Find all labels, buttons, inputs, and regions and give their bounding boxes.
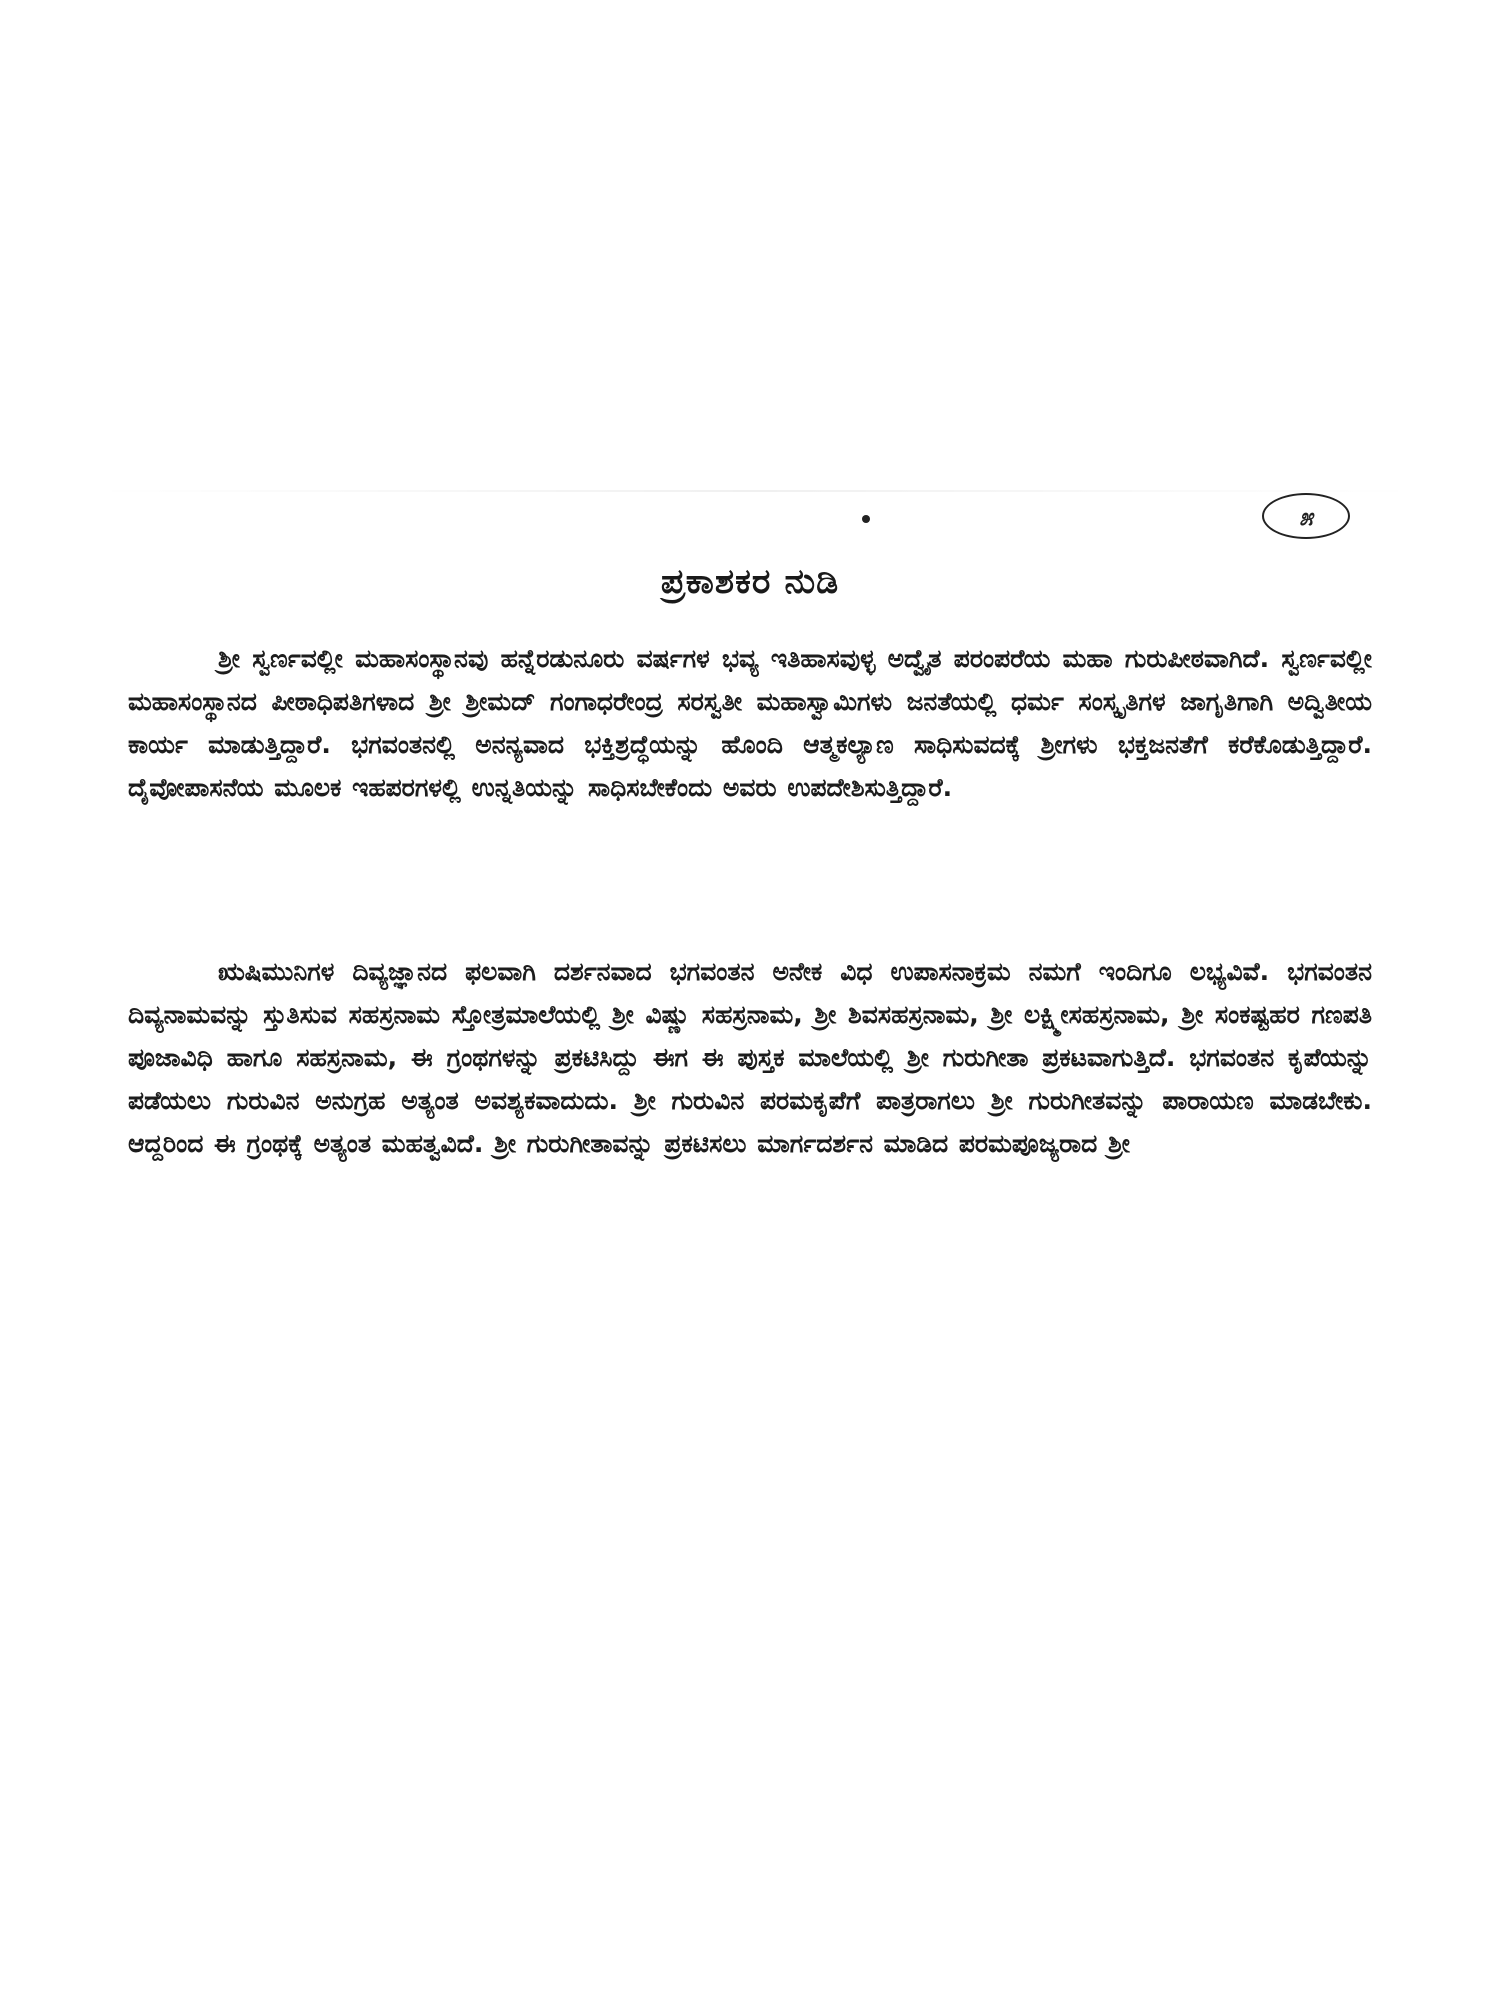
ink-dot (862, 515, 870, 523)
paragraph-text: ಋಷಿಮುನಿಗಳ ದಿವ್ಯಜ್ಞಾನದ ಫಲವಾಗಿ ದರ್ಶನವಾದ ಭಗವಂತನ ಅನೇಕ ವಿಧ ಉಪಾಸನಾಕ್ರಮ ನಮಗೆ ಇಂದಿಗೂ ಲಭ್ಯವಿವೆ. ಭಗವಂತನ ದಿವ್ಯನಾಮವನ್ನು ಸ್ತುತಿಸುವ ಸಹಸ್ರನಾಮ ಸ್ತೋತ್ರಮಾಲೆಯಲ್ಲಿ ಶ್ರೀ ವಿಷ್ಣು ಸಹಸ್ರನಾಮ, ಶ್ರೀ ಶಿವಸಹಸ್ರನಾಮ, ಶ್ರೀ ಲಕ್ಷ್ಮೀಸಹಸ್ರನಾಮ, ಶ್ರೀ ಸಂಕಷ್ಟಹರ ಗಣಪತಿ ಪೂಜಾವಿಧಿ ಹಾಗೂ ಸಹಸ್ರನಾಮ, ಈ ಗ್ರಂಥಗಳನ್ನು ಪ್ರಕಟಿಸಿದ್ದು ಈಗ ಈ ಪುಸ್ತಕ ಮಾಲೆಯಲ್ಲಿ ಶ್ರೀ ಗುರುಗೀತಾ ಪ್ರಕಟವಾಗುತ್ತಿದೆ. ಭಗವಂತನ ಕೃಪೆಯನ್ನು ಪಡೆಯಲು ಗುರುವಿನ ಅನುಗ್ರಹ ಅತ್ಯಂತ ಅವಶ್ಯಕವಾದುದು. ಶ್ರೀ ಗುರುವಿನ ಪರಮಕೃಪೆಗೆ ಪಾತ್ರರಾಗಲು ಶ್ರೀ ಗುರುಗೀತವನ್ನು ಪಾರಾಯಣ ಮಾಡಬೇಕು. ಆದ್ದರಿಂದ ಈ ಗ್ರಂಥಕ್ಕೆ ಅತ್ಯಂತ ಮಹತ್ವವಿದೆ. ಶ್ರೀ ಗುರುಗೀತಾವನ್ನು ಪ್ರಕಟಿಸಲು ಮಾರ್ಗದರ್ಶನ ಮಾಡಿದ ಪರಮಪೂಜ್ಯರಾದ ಶ್ರೀ (128, 957, 1372, 1158)
page-number-badge: ೫ (1262, 493, 1350, 539)
paragraph-2 (128, 950, 1372, 1165)
scan-edge (90, 490, 1420, 492)
paragraph-text: ಶ್ರೀ ಸ್ವರ್ಣವಲ್ಲೀ ಮಹಾಸಂಸ್ಥಾನವು ಹನ್ನೆರಡುನೂರು ವರ್ಷಗಳ ಭವ್ಯ ಇತಿಹಾಸವುಳ್ಳ ಅದ್ವೈತ ಪರಂಪರೆಯ ಮಹಾ ಗುರುಪೀಠವಾಗಿದೆ. ಸ್ವರ್ಣವಲ್ಲೀ ಮಹಾಸಂಸ್ಥಾನದ ಪೀಠಾಧಿಪತಿಗಳಾದ ಶ್ರೀ ಶ್ರೀಮದ್ ಗಂಗಾಧರೇಂದ್ರ ಸರಸ್ವತೀ ಮಹಾಸ್ವಾಮಿಗಳು ಜನತೆಯಲ್ಲಿ ಧರ್ಮ ಸಂಸ್ಕೃತಿಗಳ ಜಾಗೃತಿಗಾಗಿ ಅದ್ವಿತೀಯ ಕಾರ್ಯ ಮಾಡುತ್ತಿದ್ದಾರೆ. ಭಗವಂತನಲ್ಲಿ ಅನನ್ಯವಾದ ಭಕ್ತಿಶ್ರದ್ಧೆಯನ್ನು ಹೊಂದಿ ಆತ್ಮಕಲ್ಯಾಣ ಸಾಧಿಸುವದಕ್ಕೆ ಶ್ರೀಗಳು ಭಕ್ತಜನತೆಗೆ ಕರೆಕೊಡುತ್ತಿದ್ದಾರೆ. ದೈವೋಪಾಸನೆಯ ಮೂಲಕ ಇಹಪರಗಳಲ್ಲಿ ಉನ್ನತಿಯನ್ನು ಸಾಧಿಸಬೇಕೆಂದು ಅವರು ಉಪದೇಶಿಸುತ್ತಿದ್ದಾರೆ. (128, 644, 1372, 802)
paragraph-1 (128, 637, 1372, 809)
page-title: ಪ್ರಕಾಶಕರ ನುಡಿ (660, 562, 840, 602)
